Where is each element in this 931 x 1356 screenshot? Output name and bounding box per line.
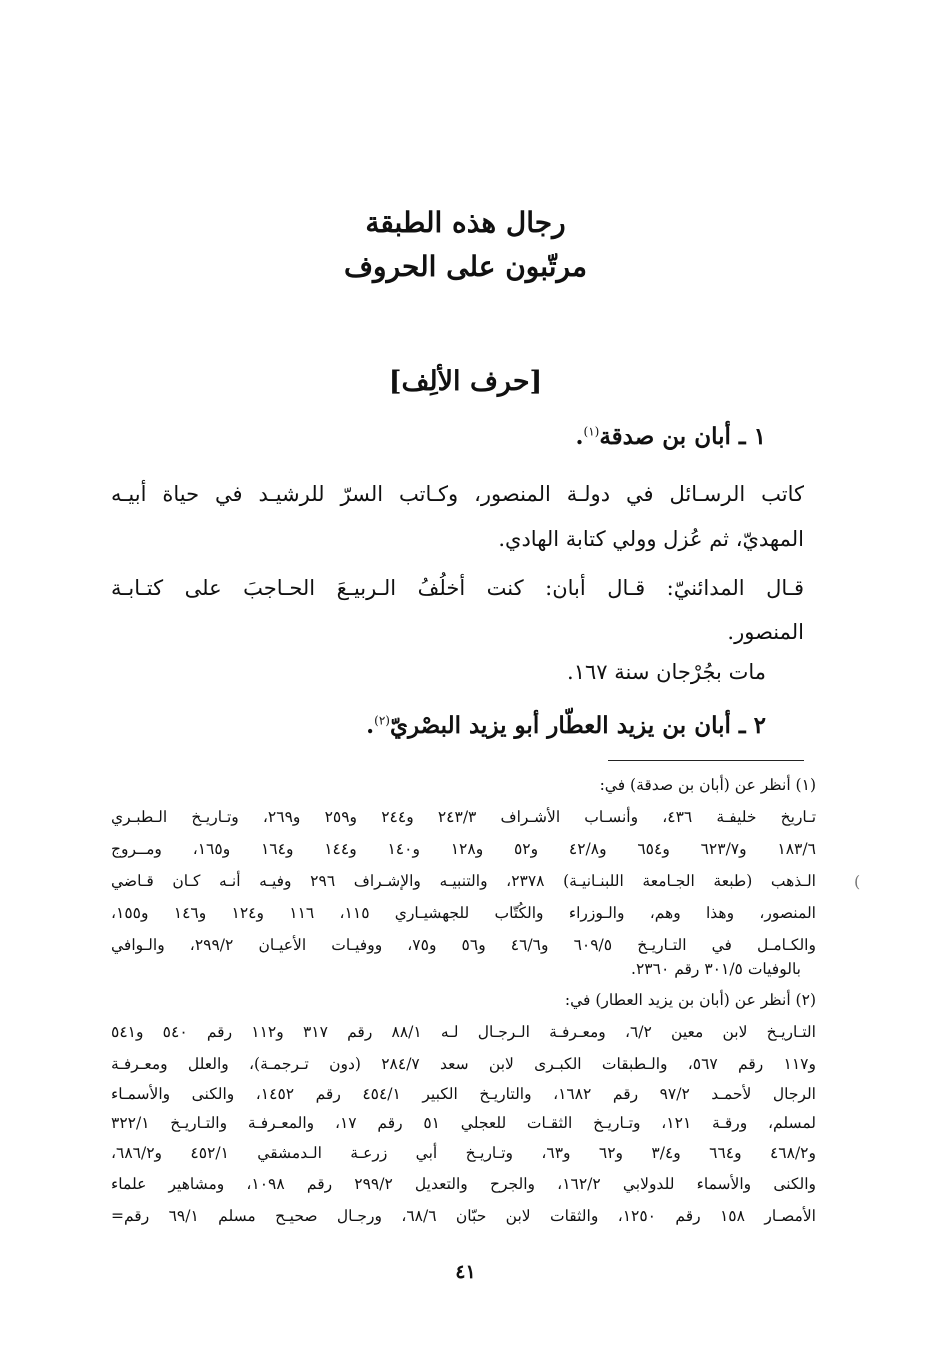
entry-title-2 <box>366 712 766 739</box>
entry-text-line: المهديّ، ثم عُزل وولي كتابة الهادي. <box>498 527 804 551</box>
footnote-ref-2[interactable]: (٢) <box>374 713 390 728</box>
footnote-line: والكنى والأسماء للدولابي ١٦٢/٢، والجرح والتعديل ٢٩٩/٢ رقم ١٠٩٨، ومشاهير علماء <box>111 1175 816 1193</box>
chapter-title: رجال هذه الطبقة <box>365 206 566 239</box>
footnote-line: و٤٦٨/٢ و٦٦٤ و٣/٤ و٦٢ و٦٣، وتـاريـخ أبي زرعـة الـدمشقي ٤٥٢/١ و٦٨٦/٢، <box>111 1144 817 1162</box>
footnote-line: ١٨٣/٦ و٦٢٣/٧ و٦٥٤ و٤٢/٨ و٥٢ و١٢٨ و١٤٠ و١٤٤ و١٦٤ و١٦٥، ومــروج <box>111 840 816 858</box>
entry-text-line: قـال المدائنيّ: قـال أبان: كنت أخلُفُ الـربيـعَ الحـاجبَ على كتـابـة <box>111 576 804 600</box>
footnote-1-head: (١) أنظر عن (أبان بن صدقة) في: <box>599 776 816 794</box>
margin-mark: ) <box>854 872 861 891</box>
footnote-line: والكـامـل في التـاريـخ ٦٠٩/٥ و٤٦/٦ و٥٦ و٧٥، ووفيـات الأعيـان ٢٩٩/٢، والـوافي <box>111 936 816 954</box>
footnote-line: المنصور، وهذا وهم، والـوزراء والكُتّاب للجهشيـاري ١١٥، ١١٦ و١٢٤ و١٤٦ و١٥٥، <box>111 904 816 922</box>
entry-text-line: المنصور. <box>727 620 804 644</box>
page-number: ٤١ <box>455 1261 476 1283</box>
footnote-line: لمسلم، ورقـة ١٢١، وتـاريـخ الثقـات للعجلي ٥١ رقم ١٧، والمعـرفـة والتـاريـخ ٣٢٢/١ <box>111 1114 817 1132</box>
footnote-separator <box>608 760 804 761</box>
footnote-line: الأمصـار ١٥٨ رقم ١٢٥٠، والثقات لابن حبّان ٦٨/٦، ورجـال صحيـح مسلم ٦٩/١ رقم= <box>111 1207 816 1225</box>
entry-title-text: ٢ ـ أبان بن يزيد العطّار أبو يزيد البصْريّ <box>389 712 766 739</box>
footnote-line: الـذهب (طبعة الجـامعة اللبنـانيـة) ٢٣٧٨، والتنبيـه والإشـراف ٢٩٦ وفيـه أنـه كـان قـاضي <box>111 872 816 890</box>
entry-title-end: . <box>575 423 584 450</box>
footnote-line: و١١٧ رقم ٥٦٧، والـطبقات الكبـرى لابن سعد ٢٨٤/٧ (دون تـرجمـة)، والعلل ومعـرفـة <box>111 1055 816 1073</box>
entry-text-line: كاتب الرسـائل في دولـة المنصور، وكـاتب السرّ للرشيـد في حياة أبيـه <box>111 482 804 506</box>
entry-title-text: ١ ـ أبان بن صدقة <box>599 423 766 450</box>
footnote-line: تـاريخ خليفـة ٤٣٦، وأنسـاب الأشـراف ٢٤٣/٣ و٢٤٤ و٢٥٩ و٢٦٩، وتـاريـخ الـطبـري <box>111 808 817 826</box>
entry-title-1 <box>576 423 767 450</box>
footnote-2-head: (٢) أنظر عن (أبان بن يزيد العطار) في: <box>564 991 816 1009</box>
footnote-line: بالوفيات ٣٠١/٥ رقم ٢٣٦٠. <box>631 960 801 978</box>
footnote-ref-1[interactable]: (١) <box>583 424 600 439</box>
entry-title-end: . <box>366 712 375 739</box>
entry-text-line: مات بجُرْجان سنة ١٦٧. <box>567 660 766 684</box>
chapter-subtitle: مرتّبون على الحروف <box>344 250 587 283</box>
footnote-line: التـاريـخ لابن معين ٦/٢، ومعـرفـة الـرجـال لـه ٨٨/١ رقم ٣١٧ و١١٢ رقم ٥٤٠ و٥٤١ <box>111 1023 816 1041</box>
section-heading: [حرف الألِف] <box>388 366 543 397</box>
footnote-line: الرجال لأحمـد ٩٧/٢ رقم ١٦٨٢، والتاريـخ الكبير ٤٥٤/١ رقم ١٤٥٢، والكنى والأسمـاء <box>111 1085 816 1103</box>
